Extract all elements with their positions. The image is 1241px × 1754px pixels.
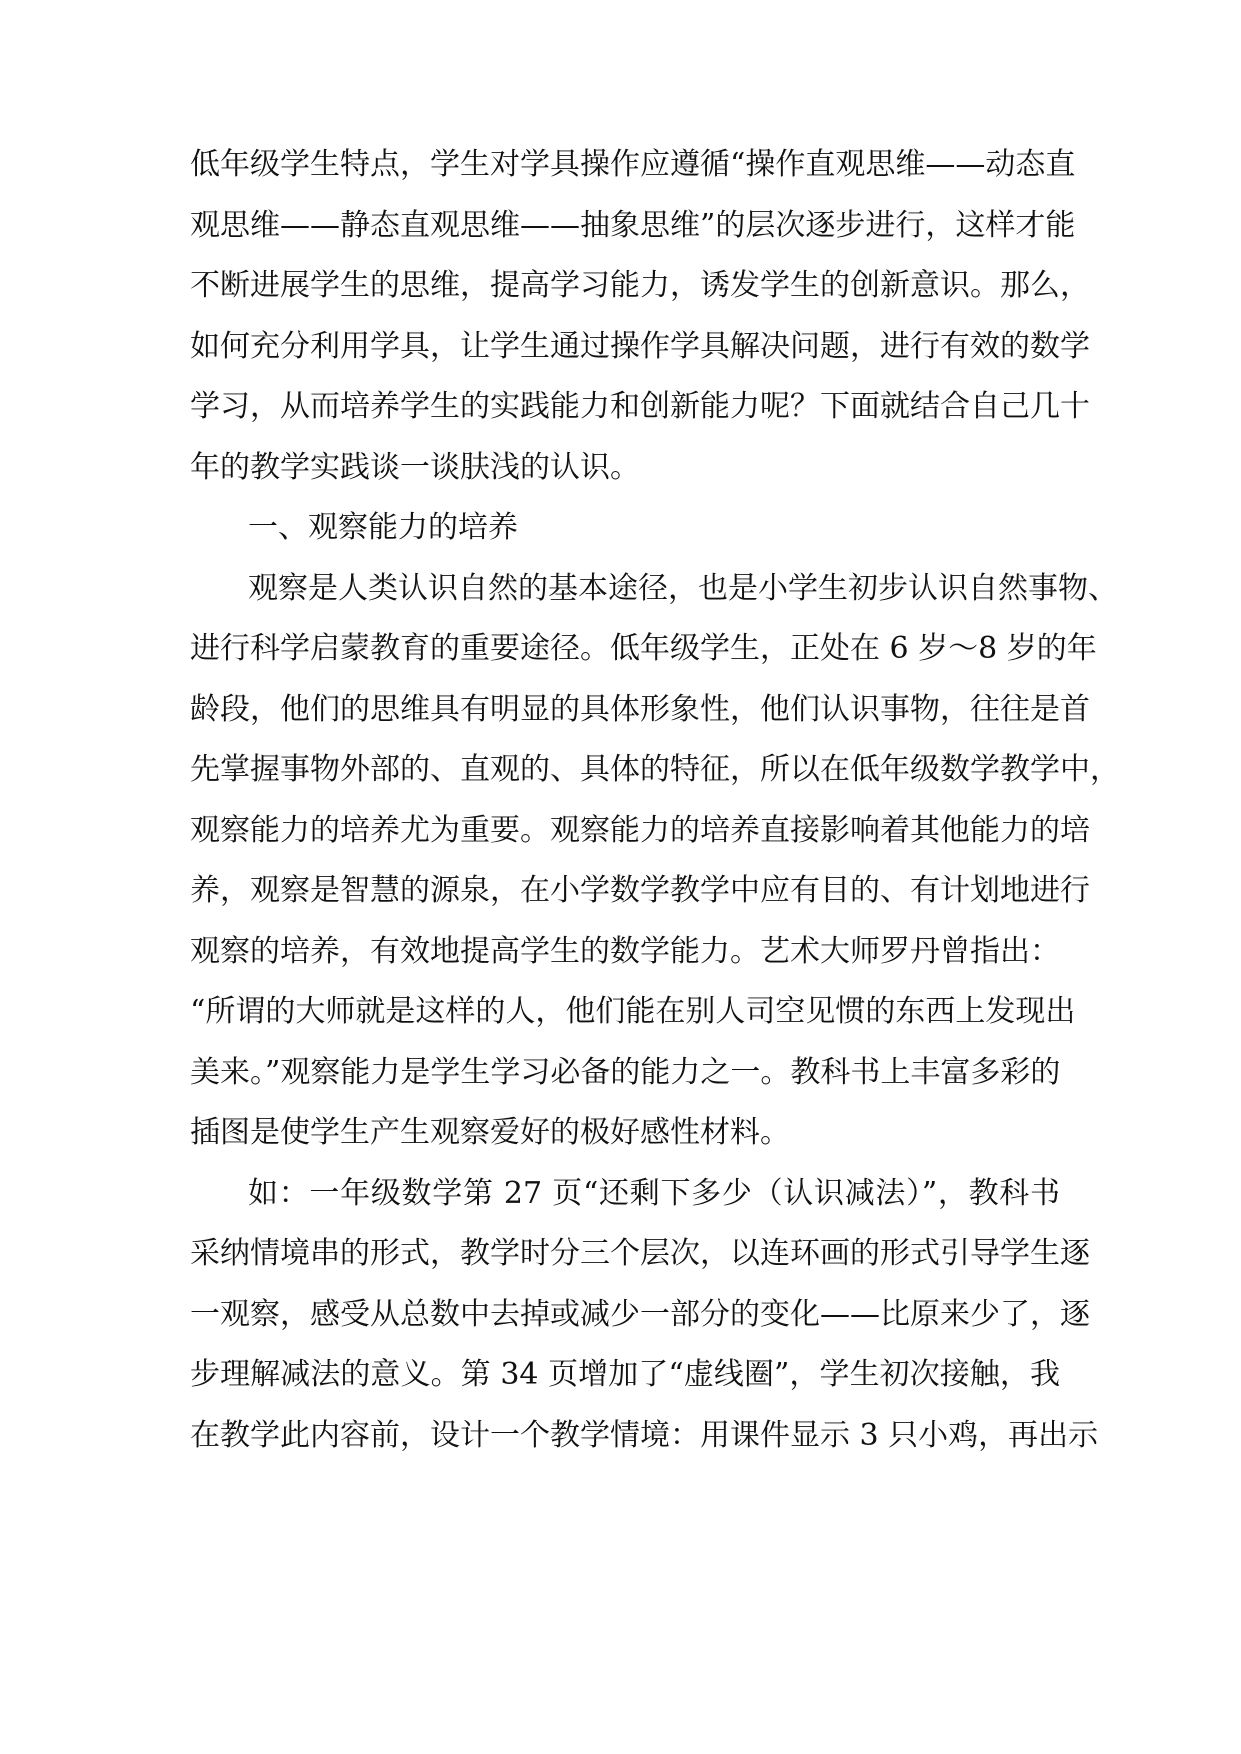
text-line: 不断进展学生的思维，提高学习能力，诱发学生的创新意识。那么， bbox=[190, 268, 1090, 303]
text-line: “所谓的大师就是这样的人，他们能在别人司空见惯的东西上发现出 bbox=[190, 994, 1076, 1029]
text-line: 步理解减法的意义。第 34 页增加了“虚线圈”，学生初次接触，我 bbox=[190, 1357, 1060, 1392]
text-line: 低年级学生特点，学生对学具操作应遵循“操作直观思维——动态直 bbox=[190, 147, 1076, 182]
text-line: 观察的培养，有效地提高学生的数学能力。艺术大师罗丹曾指出： bbox=[190, 934, 1060, 969]
text-line: 一观察，感受从总数中去掉或减少一部分的变化——比原来少了，逐 bbox=[190, 1297, 1090, 1332]
text-line: 龄段，他们的思维具有明显的具体形象性，他们认识事物，往往是首 bbox=[190, 692, 1090, 727]
text-line: 如：一年级数学第 27 页“还剩下多少（认识减法）”，教科书 bbox=[248, 1176, 1060, 1211]
text-line: 进行科学启蒙教育的重要途径。低年级学生，正处在 6 岁～8 岁的年 bbox=[190, 631, 1097, 666]
text-line: 观察是人类认识自然的基本途径，也是小学生初步认识自然事物、 bbox=[248, 571, 1118, 606]
text-line: 采纳情境串的形式，教学时分三个层次，以连环画的形式引导学生逐 bbox=[190, 1236, 1090, 1271]
text-line: 观思维——静态直观思维——抽象思维”的层次逐步进行，这样才能 bbox=[190, 208, 1076, 243]
text-line: 插图是使学生产生观察爱好的极好感性材料。 bbox=[190, 1115, 790, 1150]
text-line: 在教学此内容前，设计一个教学情境：用课件显示 3 只小鸡，再出示 bbox=[190, 1418, 1099, 1453]
section-heading: 一、观察能力的培养 bbox=[248, 510, 518, 545]
text-line: 如何充分利用学具，让学生通过操作学具解决问题，进行有效的数学 bbox=[190, 329, 1090, 364]
text-line: 年的教学实践谈一谈肤浅的认识。 bbox=[190, 450, 640, 485]
text-line: 学习，从而培养学生的实践能力和创新能力呢？下面就结合自己几十 bbox=[190, 389, 1090, 424]
text-line: 观察能力的培养尤为重要。观察能力的培养直接影响着其他能力的培 bbox=[190, 813, 1090, 848]
text-line: 先掌握事物外部的、直观的、具体的特征，所以在低年级数学教学中， bbox=[190, 752, 1120, 787]
text-line: 养，观察是智慧的源泉，在小学数学教学中应有目的、有计划地进行 bbox=[190, 873, 1090, 908]
text-line: 美来。”观察能力是学生学习必备的能力之一。教科书上丰富多彩的 bbox=[190, 1055, 1061, 1090]
